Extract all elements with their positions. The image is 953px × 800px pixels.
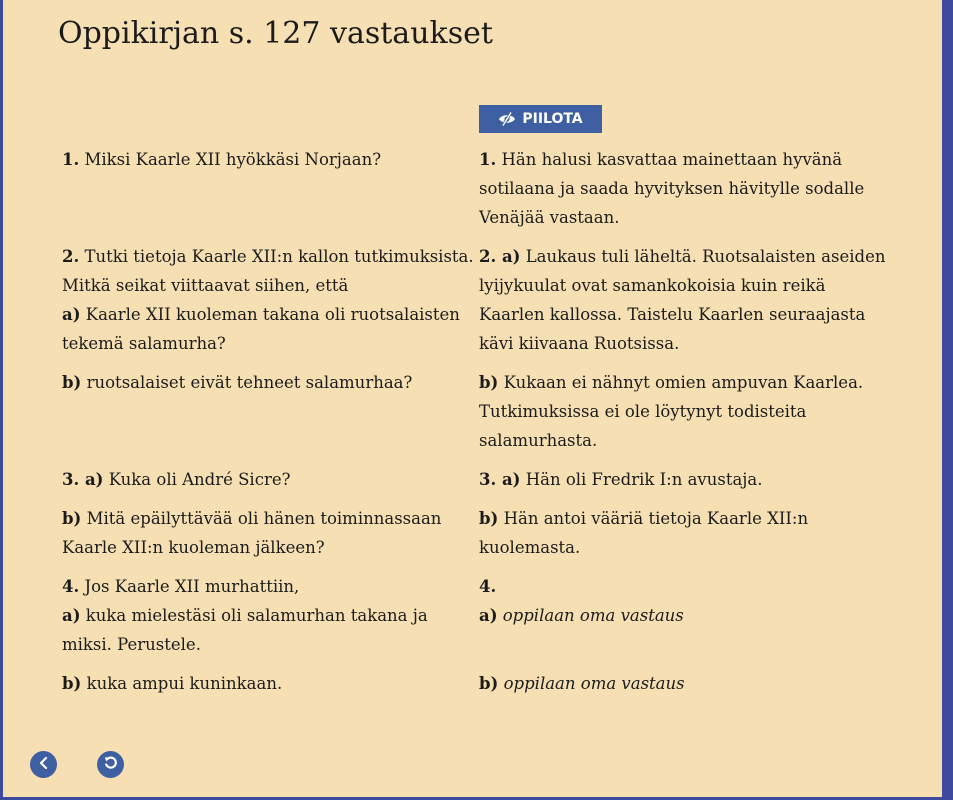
- qa-row-2b: [62, 368, 892, 455]
- question-text: kuka mielestäsi oli salamurhan takana ja miksi. Perustele.: [62, 606, 428, 654]
- question-text: Mitä epäilyttävää oli hänen toiminnassaan Kaarle XII:n kuoleman jälkeen?: [62, 509, 442, 557]
- question-text: Miksi Kaarle XII hyökkäsi Norjaan?: [84, 150, 382, 169]
- sub-label: b): [479, 509, 499, 528]
- qa-row-3a: [62, 465, 892, 494]
- answer-text: Hän oli Fredrik I:n avustaja.: [525, 470, 763, 489]
- sub-label: b): [62, 373, 82, 392]
- qa-row-1: [62, 145, 892, 232]
- question-text: Kaarle XII kuoleman takana oli ruotsalaisten tekemä salamurha?: [62, 305, 460, 353]
- question-number: 2.: [62, 247, 80, 266]
- answer-number: 3. a): [479, 470, 521, 489]
- answer-text: Hän halusi kasvattaa mainettaan hyvänä sotilaana ja saada hyvityksen hävitylle sodalle Venäjää vastaan.: [479, 150, 865, 227]
- answer-text: oppilaan oma vastaus: [503, 674, 685, 693]
- answer-4a: [479, 572, 892, 659]
- answer-2b: [479, 368, 892, 455]
- qa-row-4a: [62, 572, 892, 659]
- question-intro: Jos Kaarle XII murhattiin,: [84, 577, 300, 596]
- sub-label: b): [479, 674, 499, 693]
- scrollbar[interactable]: [942, 0, 953, 800]
- page-title: Oppikirjan s. 127 vastaukset: [58, 16, 493, 51]
- reset-icon: [103, 755, 119, 774]
- answer-number: 1.: [479, 150, 497, 169]
- question-3a: [62, 465, 479, 494]
- question-1: [62, 145, 479, 232]
- question-3b: [62, 504, 479, 562]
- question-4b: [62, 669, 479, 698]
- answer-2a: [479, 242, 892, 358]
- answer-text: Kukaan ei nähnyt omien ampuvan Kaarlea. Tutkimuksissa ei ole löytynyt todisteita salamurhasta.: [479, 373, 864, 450]
- answer-text: Hän antoi vääriä tietoja Kaarle XII:n kuolemasta.: [479, 509, 809, 557]
- question-text: ruotsalaiset eivät tehneet salamurhaa?: [86, 373, 413, 392]
- answer-number: 4.: [479, 577, 497, 596]
- frame-left: [0, 0, 3, 800]
- answer-3b: [479, 504, 892, 562]
- eye-slash-icon: [498, 112, 516, 126]
- qa-row-4b: [62, 669, 892, 698]
- back-button[interactable]: [30, 751, 57, 778]
- qa-row-3b: [62, 504, 892, 562]
- sub-label: b): [62, 509, 82, 528]
- question-2b: [62, 368, 479, 455]
- question-2a: [62, 242, 479, 358]
- answer-text: Laukaus tuli läheltä. Ruotsalaisten aseiden lyijykuulat ovat samankokoisia kuin reikä Kaarlen kallossa. Taistelu Kaarlen seuraajasta kävi kiivaana Ruotsissa.: [479, 247, 886, 353]
- question-number: 3. a): [62, 470, 104, 489]
- chevron-left-icon: [38, 756, 50, 773]
- hide-button-label: PIILOTA: [522, 111, 583, 127]
- question-intro: Tutki tietoja Kaarle XII:n kallon tutkimuksista. Mitkä seikat viittaavat siihen, että: [62, 247, 474, 295]
- question-4a: [62, 572, 479, 659]
- hide-answers-button[interactable]: [479, 105, 602, 133]
- sub-label: a): [62, 305, 81, 324]
- question-number: 1.: [62, 150, 80, 169]
- sub-label: a): [62, 606, 81, 625]
- qa-table: [62, 145, 892, 708]
- sub-label: b): [62, 674, 82, 693]
- question-text: Kuka oli André Sicre?: [108, 470, 291, 489]
- sub-label: b): [479, 373, 499, 392]
- qa-row-2a: [62, 242, 892, 358]
- question-number: 4.: [62, 577, 80, 596]
- answer-1: [479, 145, 892, 232]
- sub-label: a): [479, 606, 498, 625]
- answer-3a: [479, 465, 892, 494]
- answer-text: oppilaan oma vastaus: [502, 606, 684, 625]
- reset-button[interactable]: [97, 751, 124, 778]
- answer-4b: [479, 669, 892, 698]
- question-text: kuka ampui kuninkaan.: [86, 674, 283, 693]
- answer-number: 2. a): [479, 247, 521, 266]
